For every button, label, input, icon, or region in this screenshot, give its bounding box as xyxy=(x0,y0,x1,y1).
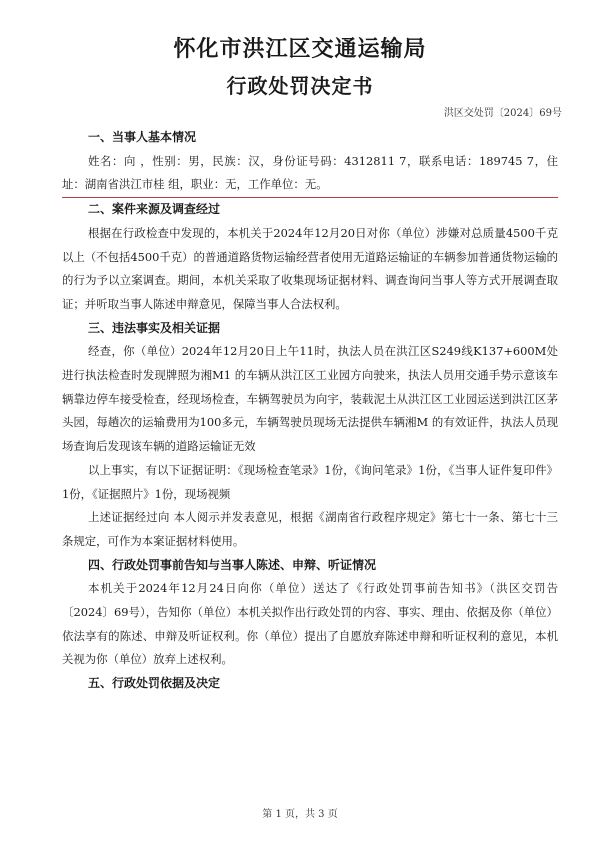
evidence-list-paragraph: 以上事实，有以下证据证明：《现场检查笔录》1份，《询问笔录》1份，《当事人证件复印件》1份，《证据照片》1份，现场视频 xyxy=(62,462,558,501)
page-indicator: 第 1 页，共 3 页 xyxy=(262,809,338,820)
evidence-confirmation-paragraph: 上述证据经过向 本人阅示并发表意见，根据《湖南省行政程序规定》第七十一条、第七十三条规定，可作为本案证据材料使用。 xyxy=(62,510,558,548)
party-info-paragraph: 姓名：向 ，性别：男，民族：汉，身份证号码：4312811 7，联系电话：189745 7，住址：湖南省洪江市桂 组，职业：无，工作单位：无。 xyxy=(62,150,558,198)
section-heading-penalty-basis: 五、行政处罚依据及决定 xyxy=(88,676,221,691)
section-heading-party-info: 一、当事人基本情况 xyxy=(88,130,197,144)
document-title: 行政处罚决定书 xyxy=(226,74,374,98)
section-heading-violation-facts: 三、违法事实及相关证据 xyxy=(88,320,221,335)
document-body xyxy=(62,126,558,696)
document-number: 洪区交处罚〔2024〕69号 xyxy=(443,108,562,119)
agency-title: 怀化市洪江区交通运输局 xyxy=(173,36,427,62)
section-heading-prior-notice: 四、行政处罚事前告知与当事人陈述、申辩、听证情况 xyxy=(88,557,377,572)
prior-notice-paragraph: 本机关于2024年12月24日向你（单位）送达了《行政处罚事前告知书》（洪区交罚告〔2024〕69号），告知你（单位）本机关拟作出行政处罚的内容、事实、理由、依据及你（单位）依法享有的陈述、申辩及听证权利。你（单位）提出了自愿放弃陈述申辩和听证权利的意见，本机关视为你（单位）放弃上述权利。 xyxy=(62,581,558,667)
case-source-paragraph: 根据在行政检查中发现的，本机关于2024年12月20日对你（单位）涉嫌对总质量4500千克以上（不包括4500千克）的普通道路货物运输经营者使用无道路运输证的车辆参加普通货物运输的的行为予以立案调查。期间，本机关采取了收集现场证据材料、调查询问当事人等方式开展调查取证；并听取当事人陈述申辩意见，保障当事人合法权利。 xyxy=(62,225,559,311)
section-heading-case-source: 二、案件来源及调查经过 xyxy=(88,202,221,217)
violation-facts-paragraph: 经查，你（单位）2024年12月20日上午11时，执法人员在洪江区S249线K137+600M处进行执法检查时发现牌照为湘M1 的车辆从洪江区工业园方向驶来，执法人员用交通手势示意该车辆靠边停车接受检查，经现场检查，车辆驾驶员为向宇，装载泥土从洪江区工业园运送到洪江区茅头园，每趟次的运输费用为100多元，车辆驾驶员现场无法提供车辆湘M 的有效证件，执法人员现场查询后发现该车辆的道路运输证无效 xyxy=(62,344,558,454)
